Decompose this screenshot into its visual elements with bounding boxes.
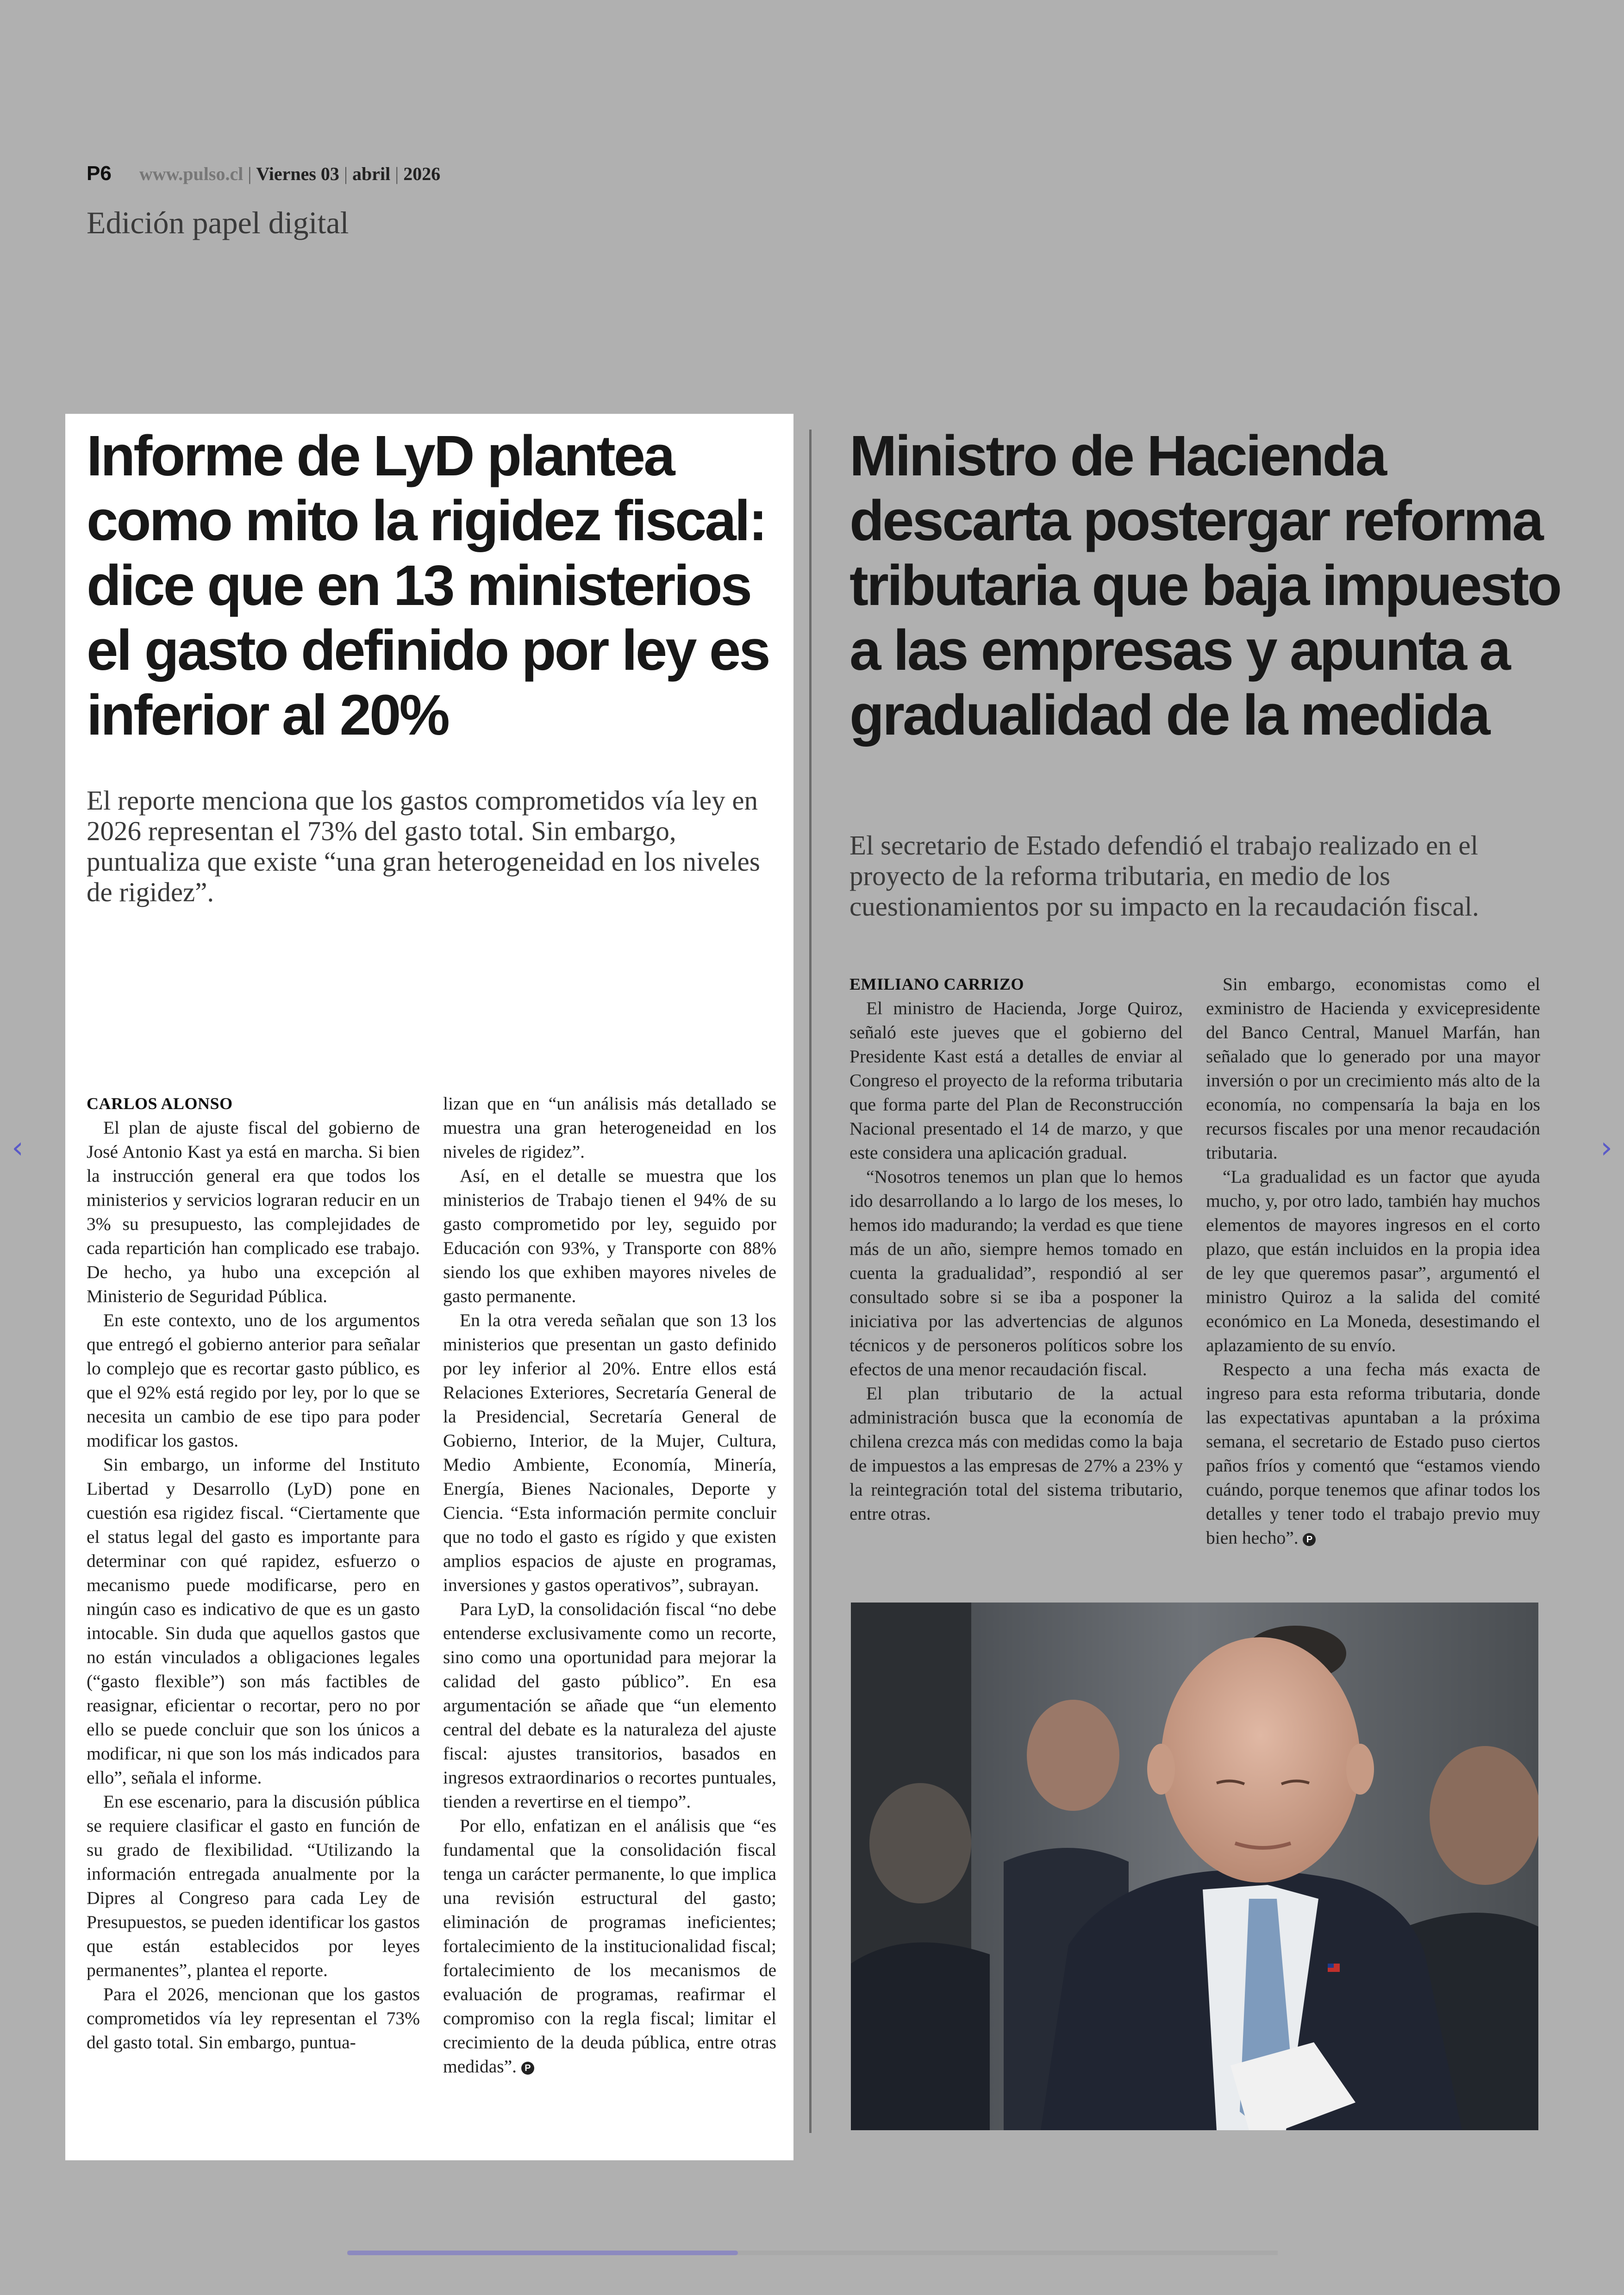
end-mark-icon: P: [521, 2062, 534, 2075]
end-mark-icon: P: [1303, 1533, 1316, 1546]
paragraph: El ministro de Hacienda, Jorge Quiroz, señaló este jueves que el gobierno del Presidente Kast está a detalles de enviar al Congreso el proyecto de la reforma tributaria que forma parte del Plan de Reconstrucción Nacional presentado el 14 de marzo, y que este considera una aplicación gradual.: [849, 998, 1183, 1163]
date-year: 2026: [403, 163, 441, 184]
paragraph: En este contexto, uno de los argumentos que entregó el gobierno anterior para señalar lo complejo que es recortar gasto público, es que el 92% está regido por ley, por lo que se necesita un cambio de ese tipo para poder modificar los gastos.: [87, 1310, 420, 1451]
right-article-column-2: [1206, 972, 1540, 1550]
prev-page-icon[interactable]: ‹: [12, 1131, 24, 1165]
paragraph: En ese escenario, para la discusión pública se requiere clasificar el gasto en función de su grado de flexibilidad. “Utilizando la información entregada anualmente por la Dipres al Congreso para cada Ley de Presupuestos, se pueden identificar los gastos que están establecidos por leyes permanentes”, plantea el reporte.: [87, 1791, 420, 1980]
paragraph-text: Respecto a una fecha más exacta de ingreso para esta reforma tributaria, donde las expectativas apuntaban a la próxima semana, el secretario de Estado puso ciertos paños fríos y comentó que “estamos viendo cuándo, porque tenemos que afinar todos los detalles y tener todo el trabajo previo muy bien hecho”.: [1206, 1359, 1540, 1548]
right-article-column-1: [849, 972, 1183, 1526]
right-headline: Ministro de Hacienda descarta postergar reforma tributaria que baja impuesto a las empresas y apunta a gradualidad de la medida: [849, 424, 1561, 747]
right-deck: El secretario de Estado defendió el trabajo realizado en el proyecto de la reforma tributaria, en medio de los cuestionamientos por su impacto en la recaudación fiscal.: [849, 830, 1479, 922]
right-byline: EMILIANO CARRIZO: [849, 975, 1024, 993]
left-deck: El reporte menciona que los gastos comprometidos vía ley en 2026 representan el 73% del gasto total. Sin embargo, puntualiza que existe “una gran heterogeneidad en los niveles de rigidez”.: [87, 785, 760, 907]
site-url[interactable]: www.pulso.cl: [139, 163, 244, 184]
minister-photo: [851, 1603, 1538, 2130]
paragraph: Sin embargo, economistas como el exministro de Hacienda y exvicepresidente del Banco Central, Manuel Marfán, han señalado que lo generado por una mayor inversión o por un crecimiento más alto de la economía, no compensaría la baja en los recursos fiscales por una menor recaudación tributaria.: [1206, 974, 1540, 1163]
column-divider: [809, 430, 812, 2133]
left-byline: CARLOS ALONSO: [87, 1094, 233, 1113]
paragraph: lizan que en “un análisis más detallado se muestra una gran heterogeneidad en los niveles de rigidez”.: [443, 1093, 776, 1162]
left-article-column-1: [87, 1091, 420, 2054]
paragraph: “La gradualidad es un factor que ayuda mucho, y, por otro lado, también hay muchos elementos de mayores ingresos en el corto plazo, que están incluidos en la propia idea de ley que queremos pasar”, argumentó el ministro Quiroz a la salida del comité económico en La Moneda, desestimando el aplazamiento de su envío.: [1206, 1166, 1540, 1355]
photo-illustration: [851, 1603, 1538, 2130]
paragraph: Sin embargo, un informe del Instituto Libertad y Desarrollo (LyD) pone en cuestión esa rigidez fiscal. “Ciertamente que el status legal del gasto es importante para determinar con qué rapidez, esfuerzo o mecanismo puede modificarse, pero en ningún caso es indicativo de que es un gasto intocable. Sin duda que aquellos gastos que no están vinculados a obligaciones legales (“gasto flexible”) son más factibles de reasignar, eficientar o recortar, pero no por ello se puede concluir que son los únicos a modificar, ni que son los más indicados para ello”, señala el informe.: [87, 1454, 420, 1788]
paragraph-text: Por ello, enfatizan en el análisis que “es fundamental que la consolidación fiscal tenga un carácter permanente, lo que implica una revisión estructural del gasto; eliminación de programas ineficientes; fortalecimiento de la institucionalidad fiscal; fortalecimiento de los mecanismos de evaluación de programas, reafirmar el compromiso con la regla fiscal; limitar el crecimiento de la deuda pública, entre otras medidas”.: [443, 1815, 776, 2077]
paragraph: Para el 2026, mencionan que los gastos comprometidos vía ley representan el 73% del gasto total. Sin embargo, puntua-: [87, 1984, 420, 2052]
paragraph: El plan de ajuste fiscal del gobierno de José Antonio Kast ya está en marcha. Si bien la instrucción general era que todos los ministerios y servicios lograran reducir en un 3% su presupuesto, las complejidades de cada repartición han complicado ese trabajo. De hecho, ya hubo una excepción al Ministerio de Seguridad Pública.: [87, 1117, 420, 1306]
date-weekday: Viernes 03: [256, 163, 339, 184]
left-article-column-2: [443, 1091, 776, 2078]
paragraph: “Nosotros tenemos un plan que lo hemos ido desarrollando a lo largo de los meses, lo hemos ido madurando; la verdad es que tiene más de un año, siempre hemos tomado en cuenta la gradualidad”, respondió al ser consultado sobre si se iba a posponer la iniciativa por las advertencias de algunos técnicos y de personeros políticos sobre los efectos de una menor recaudación fiscal.: [849, 1166, 1183, 1379]
page-number: P6: [87, 162, 112, 185]
paragraph: El plan tributario de la actual administración busca que la economía de chilena crezca más con medidas como la baja de impuestos a las empresas de 27% a 23% y la reintegración total del sistema tributario, entre otras.: [849, 1383, 1183, 1524]
paragraph: Para LyD, la consolidación fiscal “no debe entenderse exclusivamente como un recorte, sino como una oportunidad para mejorar la calidad del gasto público”. En esa argumentación se añade que “un elemento central del debate es la naturaleza del ajuste fiscal: ajustes transitorios, basados en ingresos extraordinarios o recortes puntuales, tienden a revertirse en el tiempo”.: [443, 1599, 776, 1812]
paragraph: [1206, 1357, 1540, 1550]
left-headline: Informe de LyD plantea como mito la rigidez fiscal: dice que en 13 ministerios el gasto definido por ley es inferior al 20%: [87, 424, 769, 747]
date-month: abril: [352, 163, 391, 184]
page-header: P6 www.pulso.cl | Viernes 03 | abril | 2026: [87, 162, 441, 185]
paragraph: En la otra vereda señalan que son 13 los ministerios que presentan un gasto definido por ley inferior al 20%. Entre ellos está Relaciones Exteriores, Secretaría General de la Presidencial, Secretaría General de Gobierno, Interior, de la Mujer, Cultura, Medio Ambiente, Economía, Minería, Energía, Bienes Nacionales, Deporte y Ciencia. “Esta información permite concluir que no todo el gasto es rígido y que existen amplios espacios de ajuste en programas, inversiones y gastos operativos”, subrayan.: [443, 1310, 776, 1595]
paragraph: Así, en el detalle se muestra que los ministerios de Trabajo tienen el 94% de su gasto comprometido por ley, seguido por Educación con 93%, y Transporte con 88% siendo los que exhiben mayores niveles de gasto permanente.: [443, 1166, 776, 1306]
edition-label: Edición papel digital: [87, 205, 349, 240]
next-page-icon[interactable]: ›: [1600, 1131, 1612, 1165]
paragraph: [443, 1814, 776, 2078]
page-progress-fill: [347, 2251, 738, 2255]
